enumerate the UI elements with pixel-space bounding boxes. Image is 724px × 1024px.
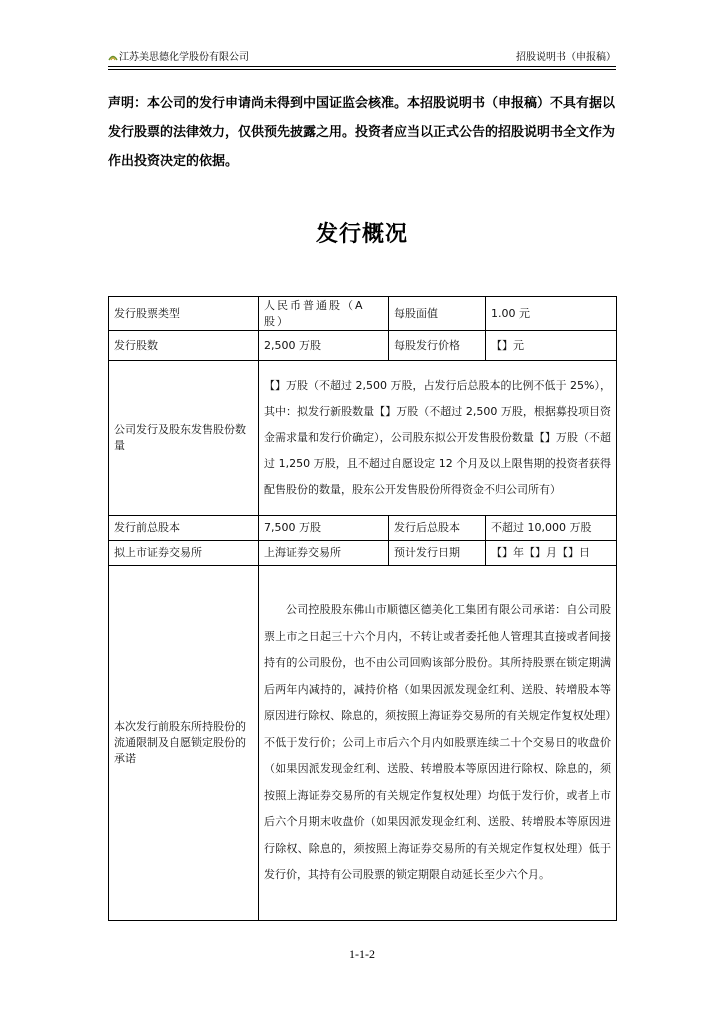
price-label: 每股发行价格 [389,331,486,361]
offering-value [259,361,617,516]
price-value: 【】元 [486,331,617,361]
date-value: 【】年【】月【】日 [486,541,617,566]
stock-type-label: 发行股票类型 [109,297,259,331]
header-company-name: 江苏美思德化学股份有限公司 [119,52,249,63]
table-row [109,297,617,331]
offering-text: 【】万股（不超过 2,500 万股，占发行后总股本的比例不低于 25%），其中：拟发行新股数量【】万股（不超过 2,500 万股，根据募投项目资金需求量和发行价确定），公司股东拟公开发售股份数量【】万股（不超过 1,250 万股，且不超过自愿设定 12 个月及以上限售期的投资者获得配售股份的数量，股东公开发售股份所得资金不归公司所有） [264,379,611,496]
stock-type-value: 人民币普通股（A股） [259,297,389,331]
table-row [109,516,617,541]
table-row [109,541,617,566]
header-rule-thin [108,69,616,70]
table-row [109,566,617,921]
post-capital-label: 发行后总股本 [389,516,486,541]
header-company [108,50,249,65]
page-header [108,50,616,65]
exchange-label: 拟上市证券交易所 [109,541,259,566]
shares-value: 2,500 万股 [259,331,389,361]
pre-capital-value: 7,500 万股 [259,516,389,541]
header-rule-thick [108,66,616,67]
header-doc-type: 招股说明书（申报稿） [516,52,616,63]
table-row [109,331,617,361]
table-row [109,361,617,516]
page-title: 发行概况 [315,222,408,247]
lockup-text: 公司控股股东佛山市顺德区德美化工集团有限公司承诺：自公司股票上市之日起三十六个月内，不转让或者委托他人管理其直接或者间接持有的公司股份，也不由公司回购该部分股份。其所持股票在锁定期满后两年内减持的，减持价格（如果因派发现金红利、送股、转增股本等原因进行除权、除息的，须按照上海证券交易所的有关规定作复权处理）不低于发行价；公司上市后六个月内如股票连续二十个交易日的收盘价（如果因派发现金红利、送股、转增股本等原因进行除权、除息的，须按照上海证券交易所的有关规定作复权处理）均低于发行价，或者上市后六个月期末收盘价（如果因派发现金红利、送股、转增股本等原因进行除权、除息的，须按照上海证券交易所的有关规定作复权处理）低于发行价，其持有公司股票的锁定期限自动延长至少六个月。 [264,603,611,882]
offering-label: 公司发行及股东发售股份数量 [109,361,259,516]
par-value-value: 1.00 元 [486,297,617,331]
offering-overview-table [108,296,617,921]
disclaimer-statement: 声明：本公司的发行申请尚未得到中国证监会核准。本招股说明书（申报稿）不具有据以发行股票的法律效力，仅供预先披露之用。投资者应当以正式公告的招股说明书全文作为作出投资决定的依据。 [108,96,616,169]
lockup-label: 本次发行前股东所持股份的流通限制及自愿锁定股份的承诺 [109,566,259,921]
post-capital-value: 不超过 10,000 万股 [486,516,617,541]
exchange-value: 上海证券交易所 [259,541,389,566]
page-number: 1-1-2 [349,947,375,961]
company-logo-icon [108,53,118,61]
lockup-value [259,566,617,921]
shares-label: 发行股数 [109,331,259,361]
date-label: 预计发行日期 [389,541,486,566]
pre-capital-label: 发行前总股本 [109,516,259,541]
par-value-label: 每股面值 [389,297,486,331]
